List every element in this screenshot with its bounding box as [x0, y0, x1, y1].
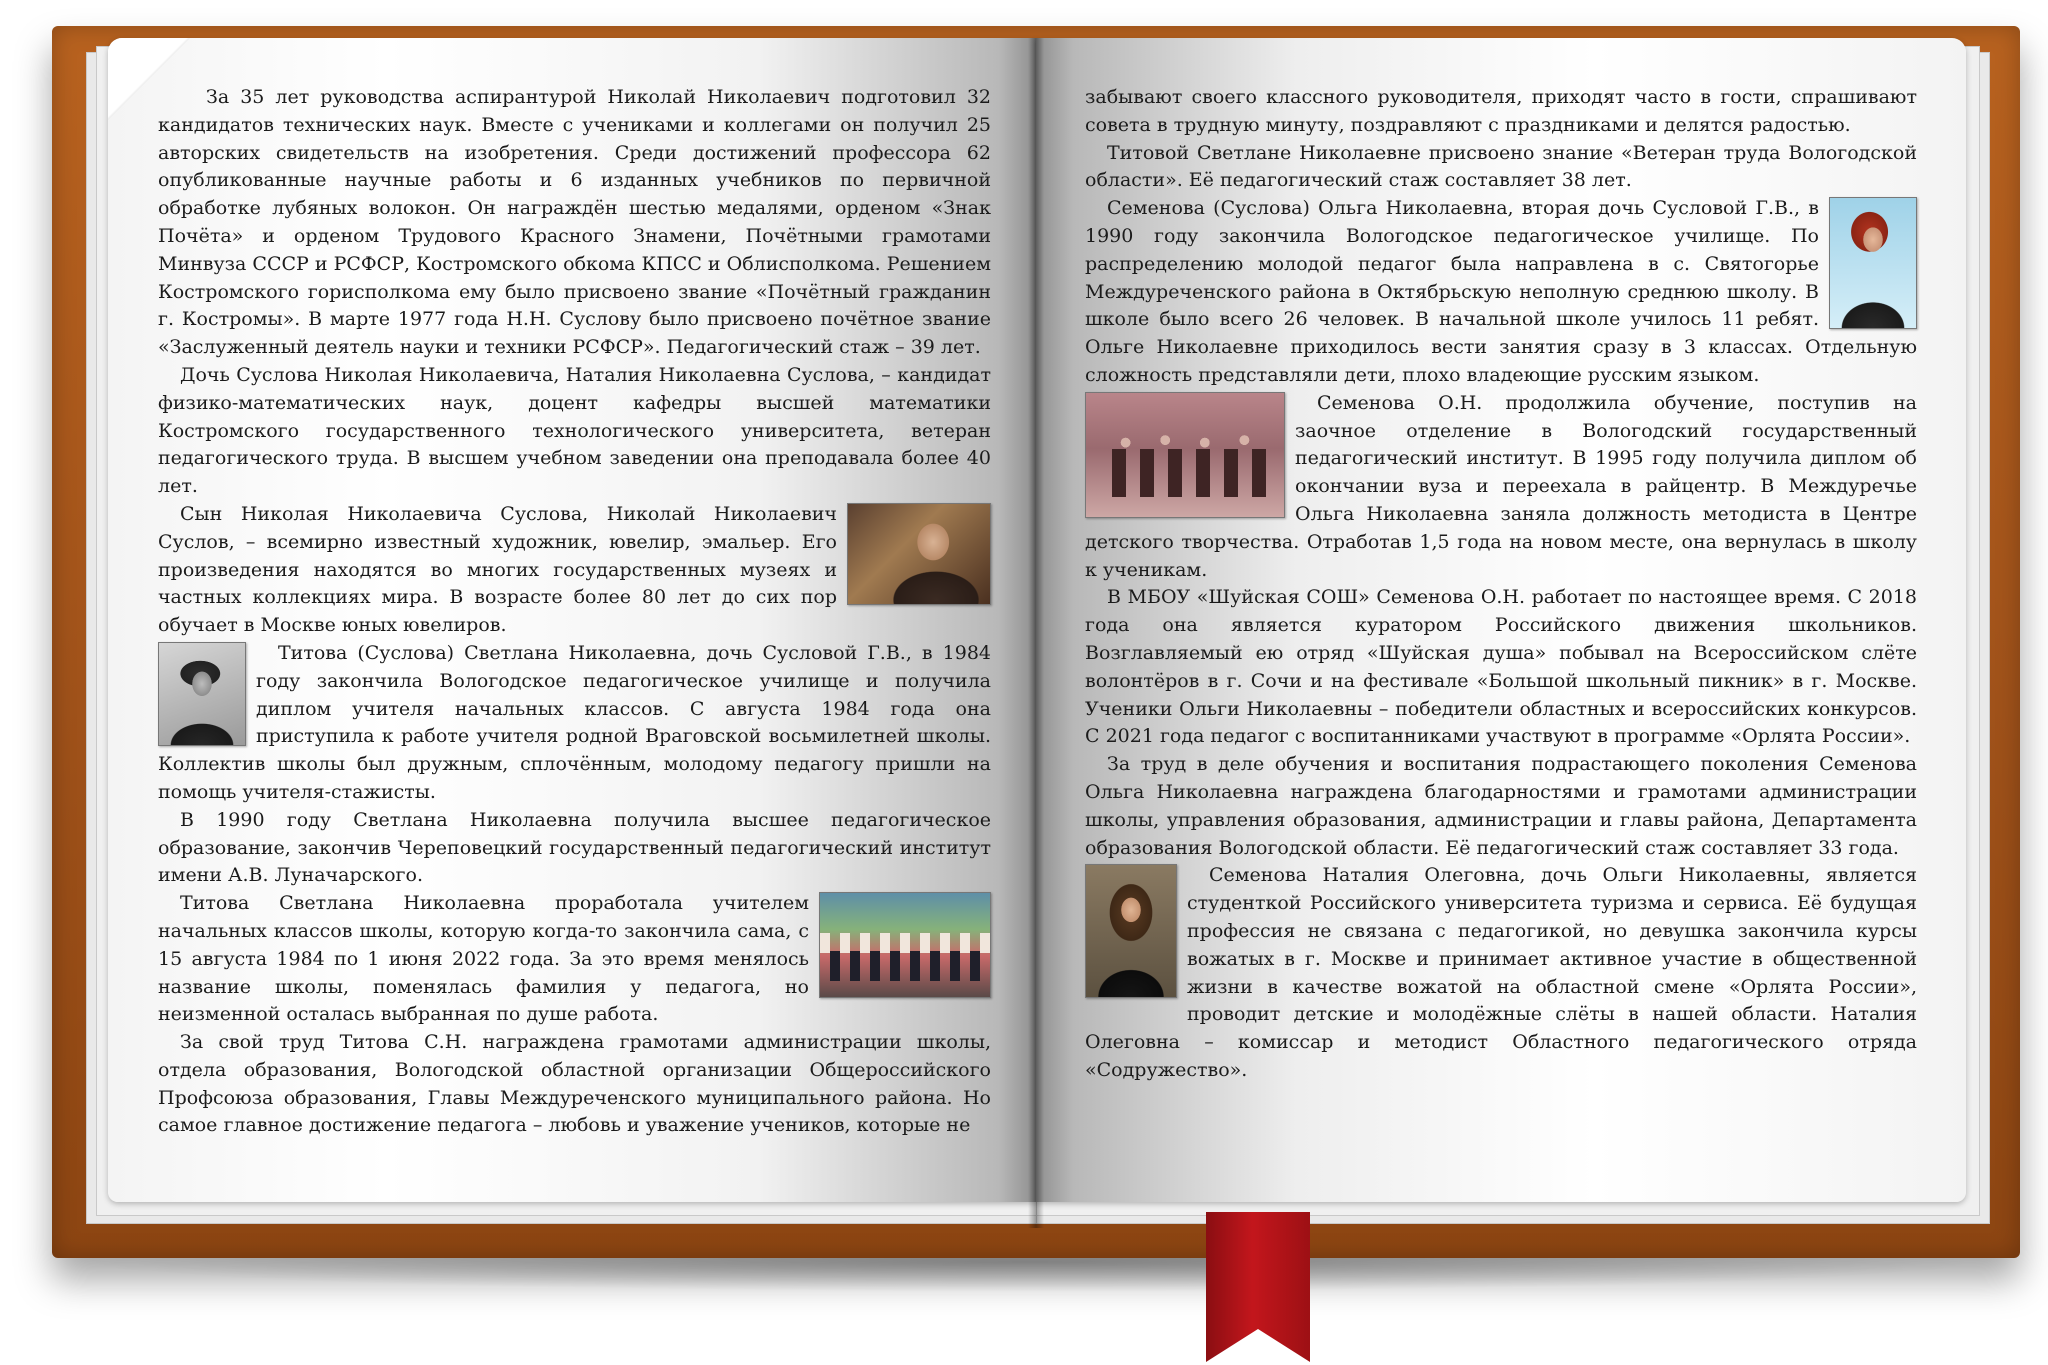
- paragraph: Титова (Суслова) Светлана Николаевна, дочь Сусловой Г.В., в 1984 году закончила Вологодское педагогическое училище и получила диплом учителя начальных классов. С августа 1984 года она приступила к работе учителя родной Враговской восьмилетней школы. Коллектив школы был дружным, сплочённым, молодому педагогу пришли на помощь учителя-стажисты.: [158, 641, 991, 803]
- paragraph: забывают своего классного руководителя, приходят часто в гости, спрашивают совета в трудную минуту, поздравляют с праздниками и делятся радостью.: [1085, 86, 1917, 136]
- left-page-text: [158, 84, 991, 1140]
- photo-class-students: [819, 892, 991, 998]
- book-spine: [1028, 38, 1044, 1228]
- paragraph: Дочь Суслова Николая Николаевича, Наталия Николаевна Суслова, – кандидат физико-математических наук, доцент кафедры высшей математики Костромского государственного технологического университета, ветеран педагогического труда. В высшем учебном заведении она преподавала более 40 лет.: [158, 363, 991, 498]
- paragraph: Семенова О.Н. продолжила обучение, поступив на заочное отделение в Вологодский государственный педагогический институт. В 1995 году получила диплом об окончании вуза и переехала в райцентр. В Междуречье Ольга Николаевна заняла должность методиста в Центре детского творчества. Отработав 1,5 года на новом месте, она вернулась в школу к ученикам.: [1085, 391, 1917, 581]
- paragraph: За труд в деле обучения и воспитания подрастающего поколения Семенова Ольга Николаевна награждена благодарностями и грамотами администрации школы, управления образования, администрации и главы района, Департамента образования Вологодской области. Её педагогический стаж составляет 33 года.: [1085, 753, 1917, 859]
- photo-semenova-natalia: [1085, 864, 1177, 998]
- photo-semenova-olga: [1829, 197, 1917, 329]
- photo-nikolay-suslov: [847, 503, 991, 605]
- paragraph: Сын Николая Николаевича Суслова, Николай Николаевич Суслов, – всемирно известный художник, ювелир, эмальер. Его произведения находятся во многих государственных музеях и частных коллекциях мира. В возрасте более 80 лет до сих пор обучает в Москве юных ювелиров.: [158, 502, 837, 637]
- paragraph: Семенова (Суслова) Ольга Николаевна, вторая дочь Сусловой Г.В., в 1990 году закончила Вологодское педагогическое училище. По распределению молодой педагог была направлена в с. Святогорье Междуреченского района в Октябрьскую неполную среднюю школу. В школе было всего 26 человек. В начальной школе училось 11 ребят. Ольге Николаевне приходилось вести занятия сразу в 3 классах. Отдельную сложность представляли дети, плохо владеющие русским языком.: [1085, 197, 1917, 386]
- paragraph: Титова Светлана Николаевна проработала учителем начальных классов школы, которую когда-то закончила сама, с 15 августа 1984 по 1 июня 2022 года. За это время менялось название школы, поменялась фамилия у педагога, но неизменной осталась выбранная по душе работа.: [158, 892, 809, 1026]
- photo-old-school-kids: [1085, 392, 1285, 518]
- paragraph: Титовой Светлане Николаевне присвоено знание «Ветеран труда Вологодской области». Её педагогический стаж составляет 38 лет.: [1085, 141, 1917, 192]
- paragraph: За свой труд Титова С.Н. награждена грамотами администрации школы, отдела образования, Вологодской областной организации Общероссийского Профсоюза образования, Главы Междуреченского муниципального района. Но самое главное достижение педагога – любовь и уважение учеников, которые не: [158, 1031, 991, 1137]
- paragraph: Семенова Наталия Олеговна, дочь Ольги Николаевны, является студенткой Российского университета туризма и сервиса. Её будущая профессия не связана с педагогикой, но девушка закончила курсы вожатых в г. Москве и принимает активное участие в общественной жизни в качестве вожатой на областной смене «Орлята России», проводит детские и молодёжные слёты в нашей области. Наталия Олеговна – комиссар и методист Областного педагогического отряда «Содружество».: [1085, 864, 1917, 1081]
- paragraph: В 1990 году Светлана Николаевна получила высшее педагогическое образование, закончив Череповецкий государственный педагогический институт имени А.В. Луначарского.: [158, 808, 991, 887]
- right-page-text: [1085, 84, 1917, 1085]
- paragraph: За 35 лет руководства аспирантурой Николай Николаевич подготовил 32 кандидатов технических наук. Вместе с учениками и коллегами он получил 25 авторских свидетельств на изобретения. Среди достижений профессора 62 опубликованные научные работы и 6 изданных учебников по первичной обработке лубяных волокон. Он награждён шестью медалями, орденом «Знак Почёта» и орденом Трудового Красного Знамени, Почётными грамотами Минвуза СССР и РСФСР, Костромского обкома КПСС и Облисполкома. Решением Костромского горисполкома ему было присвоено звание «Почётный гражданин г. Костромы». В марте 1977 года Н.Н. Суслову было присвоено почётное звание «Заслуженный деятель науки и техники РСФСР». Педагогический стаж – 39 лет.: [158, 86, 991, 359]
- ribbon-bookmark-icon[interactable]: [1206, 1212, 1310, 1362]
- photo-titova: [158, 642, 246, 746]
- paragraph: В МБОУ «Шуйская СОШ» Семенова О.Н. работает по настоящее время. С 2018 года она является куратором Российского движения школьников. Возглавляемый ею отряд «Шуйская душа» побывал на Всероссийском слёте волонтёров в г. Сочи и на фестивале «Большой школьный пикник» в г. Москве. Ученики Ольги Николаевны – победители областных и всероссийских конкурсов. С 2021 года педагог с воспитанниками участвуют в программе «Орлята России».: [1085, 586, 1917, 748]
